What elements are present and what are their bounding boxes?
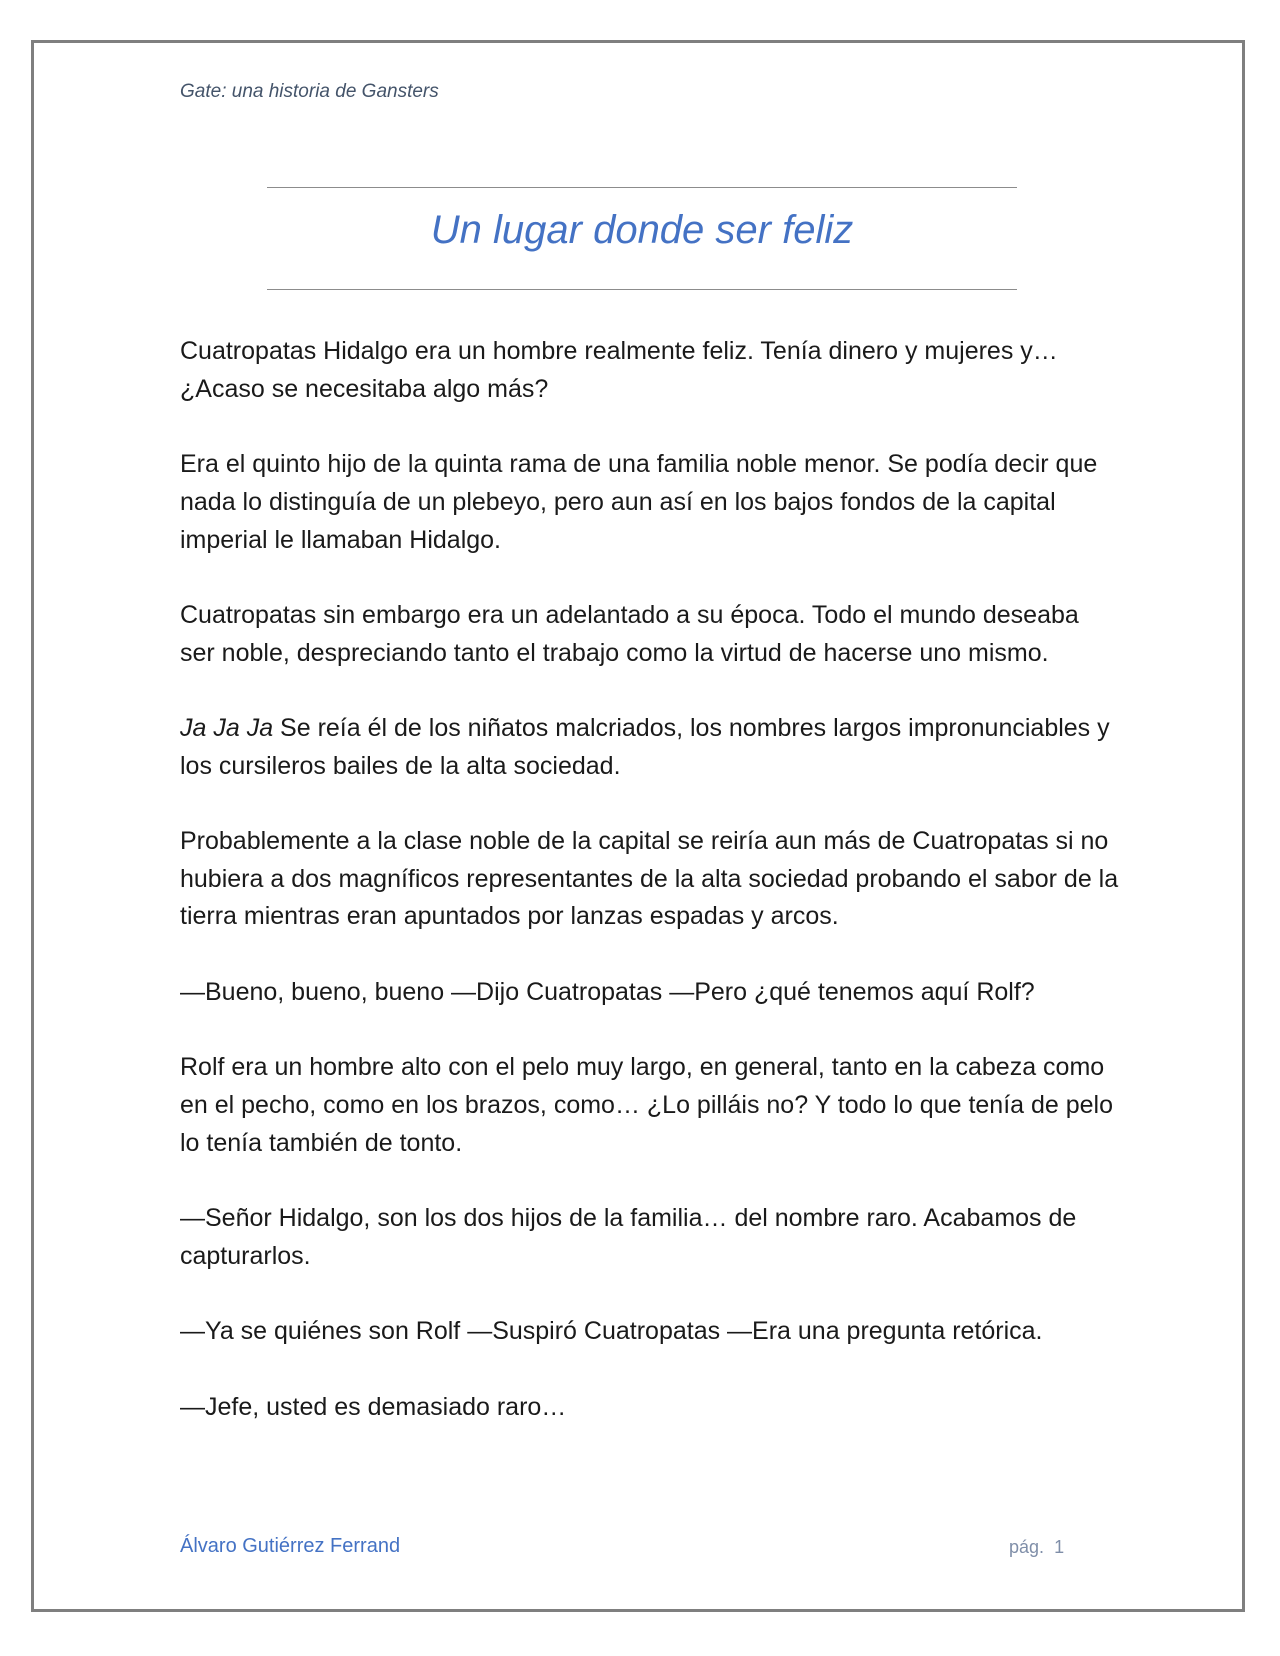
- dialogue-paragraph: —Bueno, bueno, bueno —Dijo Cuatropatas —Pero ¿qué tenemos aquí Rolf?: [180, 977, 1035, 1006]
- title-rule-top: [267, 187, 1017, 188]
- paragraph: Cuatropatas sin embargo era un adelantado a su época. Todo el mundo deseaba ser noble, despreciando tanto el trabajo como la virtud de hacerse uno mismo.: [180, 600, 1079, 667]
- footer-page-number: [1009, 1537, 1064, 1558]
- chapter-title: Un lugar donde ser feliz: [430, 208, 854, 252]
- page-label: pág.: [1009, 1537, 1045, 1557]
- paragraph: Cuatropatas Hidalgo era un hombre realmente feliz. Tenía dinero y mujeres y… ¿Acaso se necesitaba algo más?: [180, 337, 1058, 403]
- laughter-italic: Ja Ja Ja: [180, 713, 274, 742]
- footer-author: Álvaro Gutiérrez Ferrand: [180, 1535, 401, 1557]
- chapter-body: [180, 333, 1120, 1464]
- dialogue-paragraph: —Señor Hidalgo, son los dos hijos de la familia… del nombre raro. Acabamos de capturarlos.: [180, 1204, 1077, 1270]
- paragraph: Ja Ja Ja Se reía él de los niñatos malcriados, los nombres largos impronunciables y los cursileros bailes de la alta sociedad.: [180, 713, 1110, 780]
- dialogue-paragraph: —Ya se quiénes son Rolf —Suspiró Cuatropatas —Era una pregunta retórica.: [180, 1317, 1043, 1346]
- paragraph: Probablemente a la clase noble de la capital se reiría aun más de Cuatropatas si no hubiera a dos magníficos representantes de la alta sociedad probando el sabor de la tierra mientras eran apuntados por lanzas espadas y arcos.: [180, 827, 1119, 931]
- paragraph: Rolf era un hombre alto con el pelo muy largo, en general, tanto en la cabeza como en el pecho, como en los brazos, como… ¿Lo pilláis no? Y todo lo que tenía de pelo lo tenía también de tonto.: [180, 1053, 1114, 1157]
- document-page: [31, 40, 1245, 1612]
- paragraph: Era el quinto hijo de la quinta rama de una familia noble menor. Se podía decir que nada lo distinguía de un plebeyo, pero aun así en los bajos fondos de la capital imperial le llamaban Hidalgo.: [180, 450, 1098, 554]
- page-number: 1: [1054, 1537, 1065, 1557]
- dialogue-paragraph: —Jefe, usted es demasiado raro…: [180, 1392, 567, 1421]
- title-rule-bottom: [267, 289, 1017, 290]
- running-header: Gate: una historia de Gansters: [180, 81, 439, 102]
